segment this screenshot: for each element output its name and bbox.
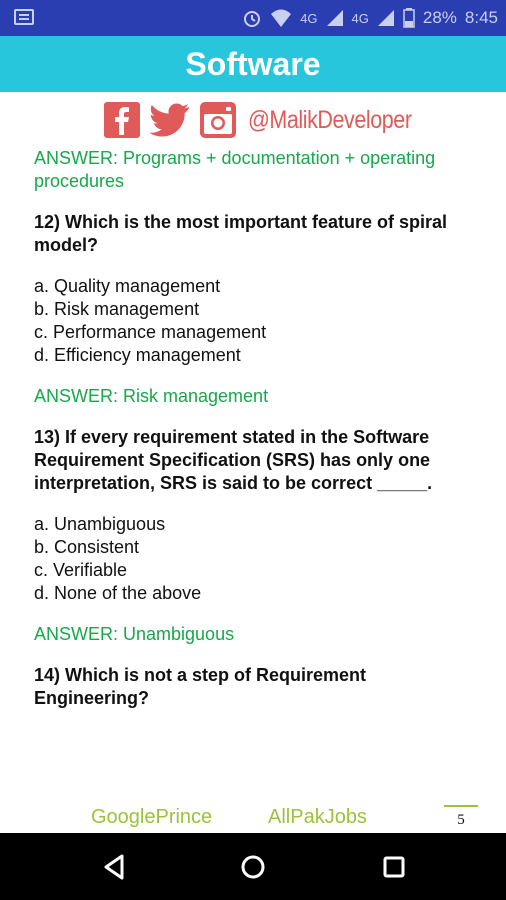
recents-icon[interactable] (374, 847, 414, 887)
network-type-1: 4G (300, 10, 318, 26)
alarm-icon (242, 8, 262, 28)
navigation-bar (0, 833, 506, 900)
page-indicator (444, 805, 478, 835)
home-icon[interactable] (233, 847, 273, 887)
option: c. Verifiable (34, 560, 128, 580)
status-bar (0, 0, 506, 36)
option: a. Unambiguous (34, 514, 166, 534)
answer-13: ANSWER: Unambiguous (34, 624, 235, 644)
question-12-options (34, 275, 474, 367)
page-title: Software (185, 45, 321, 82)
answer-11: ANSWER: Programs + documentation + operating procedures (34, 148, 436, 191)
page-number: 5 (457, 811, 465, 828)
social-banner (104, 100, 438, 140)
question-13: 13) If every requirement stated in the Software Requirement Specification (SRS) has only one interpretation, SRS is said to be correct _____. (34, 427, 433, 493)
footer-link-allpakjobs[interactable]: AllPakJobs (268, 806, 367, 828)
signal-icon-2 (377, 9, 395, 27)
notification-icon (14, 8, 34, 26)
option: d. None of the above (34, 583, 202, 603)
social-handle[interactable]: @MalikDeveloper (248, 105, 412, 134)
option: a. Quality management (34, 276, 221, 296)
option: d. Efficiency management (34, 345, 241, 365)
signal-icon-1 (326, 9, 344, 27)
answer-12: ANSWER: Risk management (34, 386, 269, 406)
option: b. Consistent (34, 537, 140, 557)
app-bar (0, 36, 506, 92)
option: c. Performance management (34, 322, 267, 342)
back-icon[interactable] (94, 847, 134, 887)
footer-link-googleprince[interactable]: GooglePrince (91, 806, 213, 828)
facebook-icon[interactable] (104, 102, 140, 138)
footer-links (0, 804, 506, 832)
question-13-options (34, 513, 474, 605)
clock: 8:45 (464, 8, 498, 27)
battery-icon (403, 8, 415, 28)
twitter-icon[interactable] (150, 103, 190, 137)
wifi-icon (270, 8, 292, 28)
network-type-2: 4G (351, 10, 369, 26)
question-12: 12) Which is the most important feature of spiral model? (34, 212, 448, 255)
quiz-content (34, 147, 474, 710)
battery-percent: 28% (422, 8, 457, 27)
question-14: 14) Which is not a step of Requirement Engineering? (34, 665, 367, 708)
option: b. Risk management (34, 299, 200, 319)
instagram-icon[interactable] (200, 102, 236, 138)
